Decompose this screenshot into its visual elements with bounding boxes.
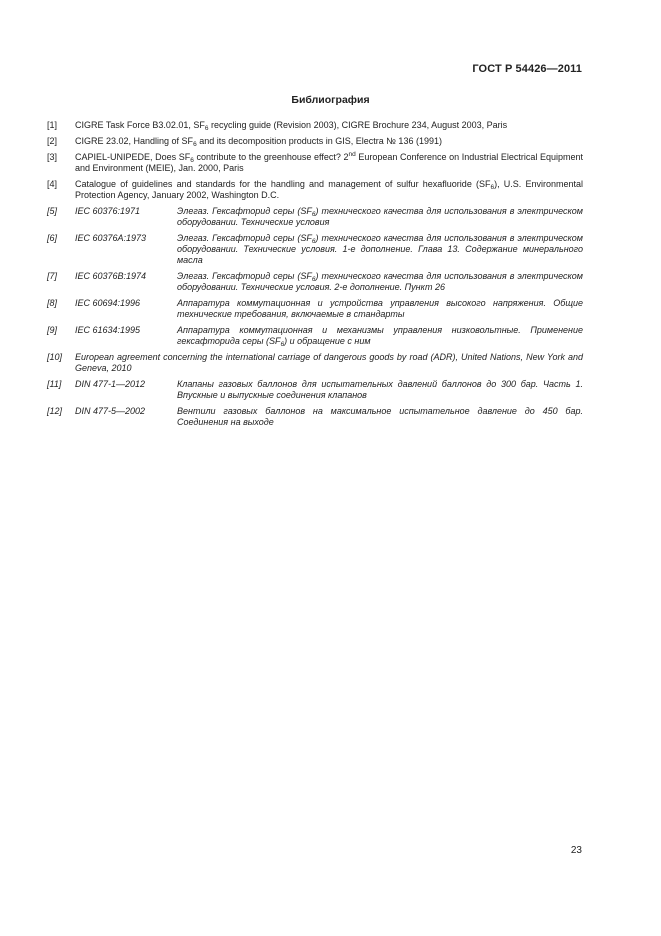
entry-number: [9] <box>47 325 58 335</box>
bibliography-entry-1 <box>47 120 583 131</box>
entry-code: IEC 60376B:1974 <box>75 271 147 281</box>
entry-description: Элегаз. Гексафторид серы $(SF_6)$ технического качества для использования в электрическом оборудовании. Технические условия <box>177 206 583 227</box>
entry-number: [5] <box>47 206 58 216</box>
bibliography-entry-2 <box>47 136 583 147</box>
bibliography-entry-12 <box>47 406 583 428</box>
bibliography-entry-10 <box>47 352 583 374</box>
bibliography-entry-8 <box>47 298 583 320</box>
entry-description: Элегаз. Гексафторид серы $(SF_6)$ технического качества для использования в электрическом оборудовании. Технические условия. 1-е дополнение. Глава 13. Содержание минерального масла <box>177 233 583 265</box>
bibliography-entry-6 <box>47 233 583 266</box>
entry-text: CAPIEL-UNIPEDE, Does $SF_6$ contribute to the greenhouse effect? 2nd European Conference on Industrial Electrical Equipment and Environment (MEIE), Jan. 2000, Paris <box>75 151 583 173</box>
entry-number: [7] <box>47 271 58 281</box>
entry-number: [10] <box>47 352 63 362</box>
entry-number: [2] <box>47 136 58 146</box>
entry-text: European agreement concerning the international carriage of dangerous goods by road (ADR), United Nations, New York and Geneva, 2010 <box>75 352 583 373</box>
entry-code: DIN 477-1—2012 <box>75 379 146 389</box>
standard-code: ГОСТ Р 54426—2011 <box>472 63 582 75</box>
entry-code: IEC 60376A:1973 <box>75 233 147 243</box>
entry-description: Аппаратура коммутационная и механизмы управления низковольтные. Применение гексафторида серы $(SF_6)$ и обращение с ним <box>177 325 583 348</box>
bibliography-list <box>47 120 583 433</box>
entry-code: IEC 60694:1996 <box>75 298 141 308</box>
entry-code: DIN 477-5—2002 <box>75 406 146 416</box>
entry-code: IEC 61634:1995 <box>75 325 141 335</box>
entry-number: [11] <box>47 379 62 389</box>
bibliography-entry-4 <box>47 179 583 201</box>
entry-number: [1] <box>47 120 58 130</box>
entry-text: CIGRE 23.02, Handling of $SF_6$ and its decomposition products in GIS, Electra № 136 (1991) <box>75 136 442 148</box>
bibliography-entry-9 <box>47 325 583 347</box>
page-number: 23 <box>570 845 582 856</box>
bibliography-entry-3 <box>47 152 583 174</box>
entry-description: Вентили газовых баллонов на максимальное испытательное давление до 450 бар. Соединения на выходе <box>177 406 583 427</box>
entry-code: IEC 60376:1971 <box>75 206 141 216</box>
entry-number: [3] <box>47 152 58 162</box>
entry-description: Клапаны газовых баллонов для испытательных давлений баллонов до 300 бар. Часть 1. Впускные и выпускные соединения клапанов <box>177 379 583 400</box>
entry-number: [8] <box>47 298 58 308</box>
entry-text: CIGRE Task Force B3.02.01, $SF_6$ recycling guide (Revision 2003), CIGRE Brochure 234, August 2003, Paris <box>75 120 508 132</box>
entry-description: Элегаз. Гексафторид серы $(SF_6)$ технического качества для использования в электрическом оборудовании. Технические условия. 2-е дополнение. Пункт 26 <box>177 271 583 292</box>
entry-number: [6] <box>47 233 58 243</box>
page-title: Библиография <box>291 94 370 106</box>
bibliography-entry-7 <box>47 271 583 293</box>
bibliography-entry-11 <box>47 379 583 401</box>
entry-text: Catalogue of guidelines and standards for the handling and management of sulfur hexafluoride $(SF_6)$, U.S. Environmental Protection Agency, January 2002, Washington D.C. <box>75 179 583 200</box>
bibliography-entry-5 <box>47 206 583 228</box>
entry-description: Аппаратура коммутационная и устройства управления высокого напряжения. Общие технические требования, включаемые в стандарты <box>177 298 583 319</box>
entry-number: [12] <box>47 406 63 416</box>
entry-number: [4] <box>47 179 58 189</box>
